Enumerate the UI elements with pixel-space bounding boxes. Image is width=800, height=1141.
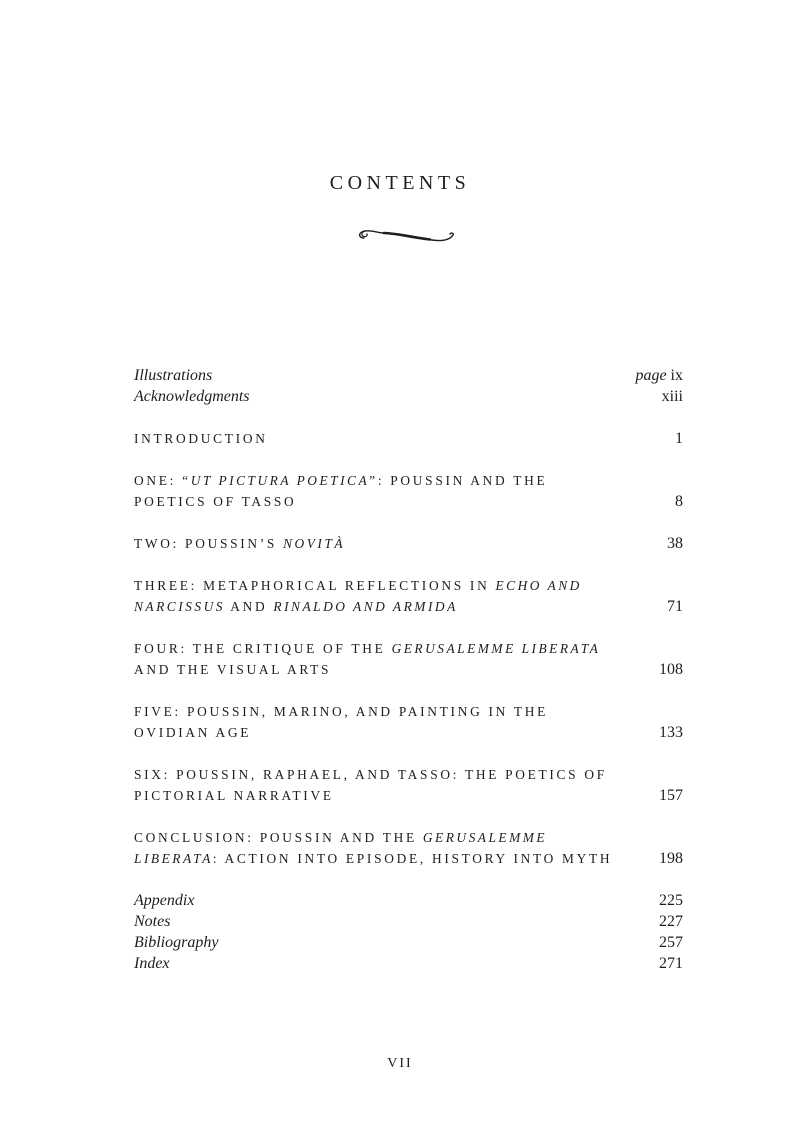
entry-page: 1 [675, 430, 683, 447]
chapter-title-part: FIVE: POUSSIN, MARINO, AND PAINTING IN THE OVIDIAN AGE [134, 704, 548, 740]
entry-page: 225 [659, 892, 683, 909]
toc-entry [134, 911, 683, 932]
flourish-ornament-icon [354, 224, 458, 248]
chapter-title-part: RINALDO AND ARMIDA [273, 599, 458, 614]
chapter-title-part: TWO: POUSSIN’S [134, 536, 284, 551]
entry-page: 108 [659, 661, 683, 678]
chapter-entry [134, 428, 683, 449]
entry-page: 133 [659, 724, 683, 741]
toc-entry [134, 890, 683, 911]
entry-page: 71 [667, 598, 683, 615]
chapter-title-part: FOUR: THE CRITIQUE OF THE [134, 641, 392, 656]
entry-page: 198 [659, 850, 683, 867]
back-matter [134, 890, 683, 974]
chapter-entry [134, 470, 683, 512]
chapter-title-part: ONE: “ [134, 473, 191, 488]
chapter-title [134, 827, 619, 869]
chapter-entry [134, 701, 683, 743]
chapter-entry [134, 638, 683, 680]
entry-page: 157 [659, 787, 683, 804]
chapter-title-part: AND [224, 599, 274, 614]
page-title: CONTENTS [329, 172, 471, 194]
entry-title: Appendix [134, 892, 195, 909]
toc-entry [134, 365, 683, 386]
chapter-entry [134, 533, 683, 554]
entry-page: 227 [659, 913, 683, 930]
entry-page: 271 [659, 955, 683, 972]
table-of-contents [134, 365, 683, 974]
chapter-title-part: NOVITÀ [283, 536, 345, 551]
entry-title: Acknowledgments [134, 388, 250, 405]
chapter-list [134, 428, 683, 869]
toc-entry [134, 953, 683, 974]
entry-title: Bibliography [134, 934, 219, 951]
entry-title: Index [134, 955, 170, 972]
chapter-title-part: : ACTION INTO EPISODE, HISTORY INTO MYTH [212, 851, 613, 866]
chapter-title-part: AND THE VISUAL ARTS [134, 662, 332, 677]
chapter-entry [134, 827, 683, 869]
page-prefix: page [635, 367, 667, 384]
page-number-value: ix [670, 367, 683, 384]
chapter-title-part: INTRODUCTION [134, 431, 268, 446]
entry-page: 8 [675, 493, 683, 510]
chapter-title [134, 638, 619, 680]
chapter-title [134, 428, 268, 449]
toc-entry [134, 932, 683, 953]
chapter-title-part: GERUSALEMME LIBERATA [134, 830, 548, 866]
chapter-title-part: ”: POUSSIN AND THE POETICS OF TASSO [134, 473, 548, 509]
entry-page: 38 [667, 535, 683, 552]
chapter-title-part: ECHO AND NARCISSUS [134, 578, 582, 614]
chapter-title-part: GERUSALEMME LIBERATA [391, 641, 601, 656]
chapter-entry [134, 575, 683, 617]
chapter-title [134, 575, 619, 617]
toc-entry [134, 386, 683, 407]
chapter-title-part: THREE: METAPHORICAL REFLECTIONS IN [134, 578, 496, 593]
entry-page [662, 386, 683, 407]
entry-page: 257 [659, 934, 683, 951]
entry-title: Notes [134, 913, 171, 930]
chapter-title [134, 533, 345, 554]
entry-title: Illustrations [134, 367, 213, 384]
chapter-title [134, 701, 619, 743]
front-matter [134, 365, 683, 407]
chapter-title-part: UT PICTURA POETICA [190, 473, 370, 488]
chapter-entry [134, 764, 683, 806]
chapter-title [134, 470, 619, 512]
entry-page [635, 365, 683, 386]
page-number-value: xiii [661, 388, 683, 405]
chapter-title [134, 764, 619, 806]
chapter-title-part: CONCLUSION: POUSSIN AND THE [134, 830, 423, 845]
chapter-title-part: SIX: POUSSIN, RAPHAEL, AND TASSO: THE POETICS OF PICTORIAL NARRATIVE [134, 767, 607, 803]
page-number: VII [387, 1056, 413, 1071]
